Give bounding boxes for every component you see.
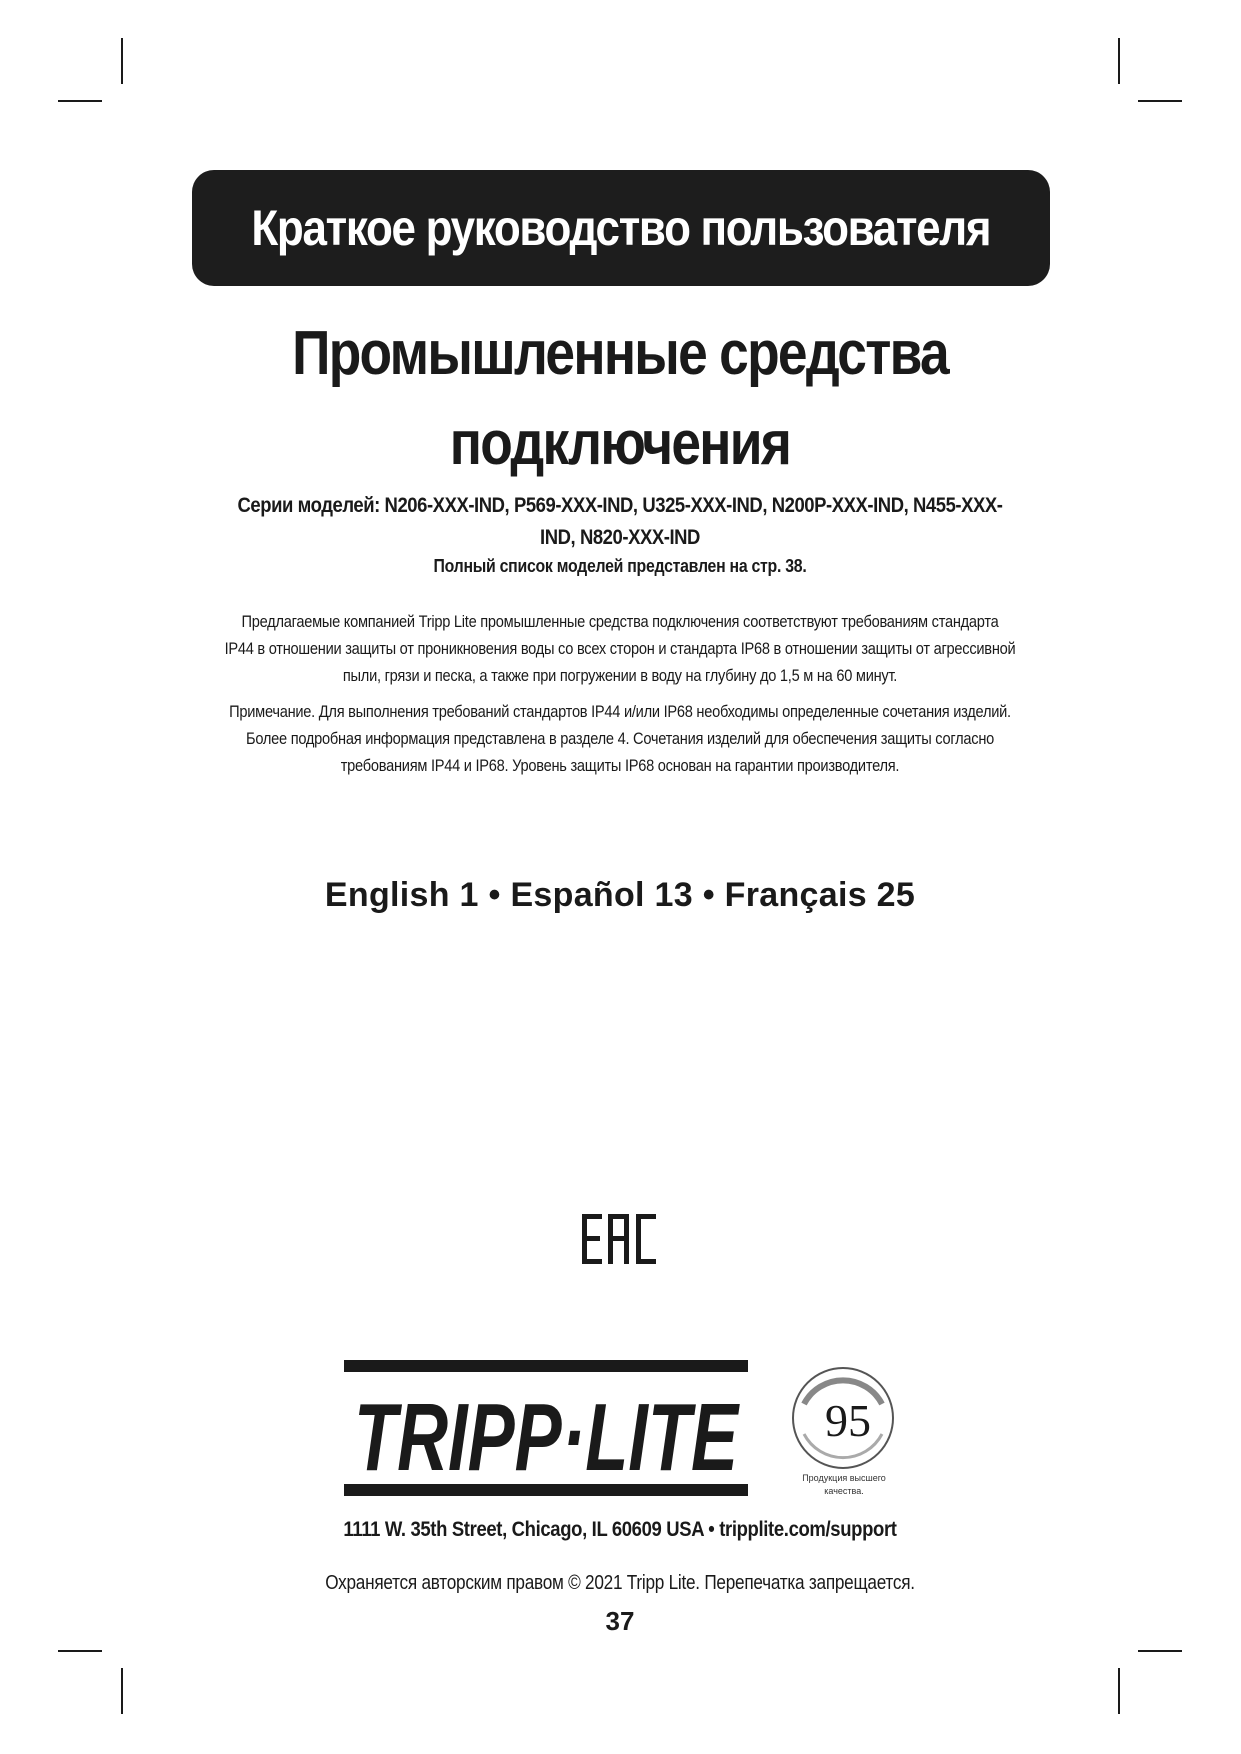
crop-mark-bottom-right-h <box>1138 1650 1182 1652</box>
model-series-line1: Серии моделей: N206-XXX-IND, P569-XXX-IND, U325-XXX-IND, N200P-XXX-IND, N455-XXX- <box>237 494 1003 517</box>
banner-title: Краткое руководство пользователя <box>251 200 991 256</box>
crop-mark-bottom-left-v <box>121 1668 123 1714</box>
crop-mark-top-right-v <box>1118 38 1120 84</box>
badge-caption-line1: Продукция высшего <box>802 1473 886 1483</box>
description-line2: IP44 в отношении защиты от проникновения воды со всех сторон и стандарта IP68 в отношении защиты от агрессивной <box>224 639 1016 658</box>
crop-mark-top-right-h <box>1138 100 1182 102</box>
badge-caption-line2: качества. <box>824 1486 864 1496</box>
language-index: English 1 • Español 13 • Français 25 <box>324 876 916 914</box>
note-paragraph <box>173 698 1067 779</box>
note-line3: требованиям IP44 и IP68. Уровень защиты IP68 основан на гарантии производителя. <box>340 756 900 775</box>
guide-banner <box>192 170 1050 286</box>
model-series-line2: IND, N820-XXX-IND <box>540 526 700 549</box>
crop-mark-bottom-left-h <box>58 1650 102 1652</box>
description-paragraph <box>173 608 1067 689</box>
company-address: 1111 W. 35th Street, Chicago, IL 60609 USA • tripplite.com/support <box>343 1518 897 1541</box>
copyright-notice: Охраняется авторским правом © 2021 Tripp Lite. Перепечатка запрещается. <box>325 1572 915 1594</box>
description-line1: Предлагаемые компанией Tripp Lite промышленные средства подключения соответствуют требованиям стандарта <box>241 612 999 631</box>
note-line1: Примечание. Для выполнения требований стандартов IP44 и/или IP68 необходимы определенные сочетания изделий. <box>229 702 1011 721</box>
full-model-list-note: Полный список моделей представлен на стр. 38. <box>433 556 807 576</box>
badge-caption <box>776 1472 912 1498</box>
description-line3: пыли, грязи и песка, а также при погружении в воду на глубину до 1,5 м на 60 минут. <box>342 666 898 685</box>
quality-badge-icon <box>784 1364 902 1472</box>
eac-mark-icon <box>580 1214 660 1264</box>
logo-brand-text: TRIPP·LITE <box>354 1384 741 1491</box>
note-line2: Более подробная информация представлена в разделе 4. Сочетания изделий для обеспечения защиты согласно <box>245 729 995 748</box>
crop-mark-top-left-h <box>58 100 102 102</box>
document-title-line1: Промышленные средства <box>292 319 948 388</box>
tripp-lite-logo <box>344 1360 748 1496</box>
page-number: 37 <box>605 1606 635 1636</box>
document-title-line2: подключения <box>449 409 791 478</box>
badge-number: 95 <box>825 1395 871 1446</box>
crop-mark-top-left-v <box>121 38 123 84</box>
crop-mark-bottom-right-v <box>1118 1668 1120 1714</box>
model-series <box>180 490 1060 554</box>
